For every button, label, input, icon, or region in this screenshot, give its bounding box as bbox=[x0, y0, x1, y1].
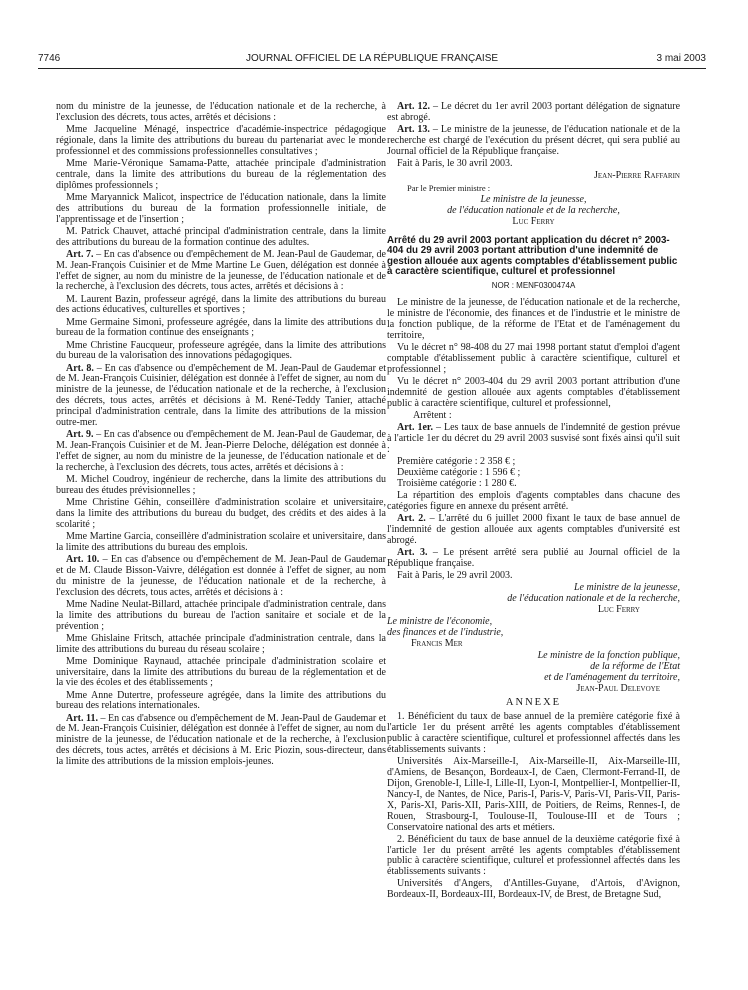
paragraph: Mme Maryannick Malicot, inspectrice de l'éducation nationale, dans la limite des attributions du bureau de la formation professionnelle initiale, de l'apprentissage et de l'insertion ; bbox=[56, 191, 386, 225]
issue-date: 3 mai 2003 bbox=[656, 53, 706, 64]
article-text: – En cas d'absence ou d'empêchement de M. Jean-Paul de Gaudemar et de M. Jean-François Cuisinier, délégation est donnée à l'effet de signer, au nom du ministre de la jeunesse, de l'éducation nationale et de la recherche, à l'exclusion des décrets, tous actes, arrêtés et décisions à M. Eric Piozin, sous-directeur, dans la limite des attributions de la mission emplois-jeunes. bbox=[56, 712, 386, 768]
by-prime-minister: Par le Premier ministre : bbox=[407, 183, 491, 194]
signature-name: Francis Mer bbox=[411, 637, 463, 649]
article-11 bbox=[56, 714, 386, 769]
article-text: – En cas d'absence ou d'empêchement de M. Jean-Paul de Gaudemar, de M. Jean-François Cuisinier et de M. Jean-Pierre Deloche, délégation est donnée à l'effet de signer, au nom du ministre de la jeunesse, de l'éducation nationale et de la recherche, à l'exclusion des décrets, tous actes, arrêtés et décisions à : bbox=[56, 429, 386, 473]
paragraph: Universités d'Angers, d'Antilles-Guyane, d'Artois, d'Avignon, Bordeaux-II, Bordeaux-III, Bordeaux-IV, de Brest, de Bretagne Sud, bbox=[387, 878, 680, 901]
paragraph: Mme Anne Dutertre, professeure agrégée, dans la limite des attributions du bureau des relations internationales. bbox=[56, 689, 386, 712]
signature-title: de la réforme de l'Etat bbox=[590, 660, 680, 672]
paragraph: Mme Ghislaine Fritsch, attachée principale d'administration centrale, dans la limite des attributions du bureau du réseau scolaire ; bbox=[56, 632, 386, 655]
minister-title: Le ministre de la jeunesse, bbox=[480, 194, 587, 206]
category-line: Première catégorie : 2 358 € ; bbox=[397, 456, 516, 468]
left-column bbox=[56, 102, 386, 769]
right-column bbox=[387, 102, 680, 902]
paragraph: Mme Jacqueline Ménagé, inspectrice d'académie-inspectrice pédagogique régionale, dans la limite des attributions du bureau du partenariat avec le monde professionnel et des commissions professionnelles consultatives ; bbox=[56, 124, 386, 157]
paragraph: La répartition des emplois d'agents comptables dans chacune des catégories figure en annexe du présent arrêté. bbox=[387, 489, 680, 512]
article-text: – En cas d'absence ou d'empêchement de M. Jean-Paul de Gaudemar et de M. Claude Bisson-Vaivre, délégation est donnée à l'effet de signer, au nom du ministre de la jeunesse, de l'éducation nationale et de la recherche, à l'exclusion des décrets, tous actes, arrêtés et décisions à : bbox=[56, 553, 386, 598]
signatory-name: Jean-Pierre Raffarin bbox=[594, 170, 680, 181]
article-2 bbox=[387, 514, 680, 547]
paragraph: Mme Christine Faucqueur, professeure agrégée, dans la limite des attributions du bureau de la valorisation des innovations pédagogiques. bbox=[56, 339, 386, 362]
article-label: Art. 7. bbox=[66, 248, 94, 260]
paragraph: Mme Christine Géhin, conseillère d'administration scolaire et universitaire, dans la limite des attributions du bureau du budget, des crédits et des aides à la scolarité ; bbox=[56, 496, 386, 530]
paragraph: Mme Marie-Véronique Samama-Patte, attachée principale d'administration centrale, dans la limite des attributions du bureau de la réglementation des diplômes professionnels ; bbox=[56, 157, 386, 191]
article-8 bbox=[56, 364, 386, 429]
article-text: – Les taux de base annuels de l'indemnité de gestion prévue à l'article 1er du décret du 29 avril 2003 susvisé sont fixés ainsi qu'il suit : bbox=[387, 422, 681, 455]
signature-title: Le ministre de l'économie, bbox=[387, 615, 493, 627]
journal-title: JOURNAL OFFICIEL DE LA RÉPUBLIQUE FRANÇAISE bbox=[245, 53, 499, 64]
signature-title: et de l'aménagement du territoire, bbox=[544, 671, 680, 683]
paragraph: 1. Bénéficient du taux de base annuel de la première catégorie fixé à l'article 1er du présent arrêté les agents comptables d'établissement public à caractère scientifique, culturel et professionnel affectés dans les établissements suivants : bbox=[387, 711, 680, 756]
category-line: Troisième catégorie : 1 280 €. bbox=[397, 477, 517, 489]
article-label: Art. 10. bbox=[66, 553, 100, 565]
paragraph: Vu le décret n° 98-408 du 27 mai 1998 portant statut d'emploi d'agent comptable d'établissement public à caractère scientifique, culturel et professionnel ; bbox=[387, 342, 680, 376]
arretent: Arrêtent : bbox=[413, 410, 452, 422]
paragraph: Mme Martine Garcia, conseillère d'administration scolaire et universitaire, dans la limite des attributions du bureau des emplois. bbox=[56, 530, 386, 553]
minister-title: de l'éducation nationale et de la recherche, bbox=[447, 205, 620, 217]
signature-title: Le ministre de la jeunesse, bbox=[573, 581, 680, 593]
paragraph: Vu le décret n° 2003-404 du 29 avril 2003 portant attribution d'une indemnité de gestion allouée aux agents comptables d'établissement public à caractère scientifique, culturel et professionnel, bbox=[387, 376, 680, 409]
article-text: – En cas d'absence ou d'empêchement de M. Jean-Paul de Gaudemar, de M. Jean-François Cuisinier et de Mme Martine Le Guen, délégation est donnée à l'effet de signer, au nom du ministre de la jeunesse, de l'éducation nationale et de la recherche, à l'exclusion des décrets, tous actes, arrêtés et décisions à : bbox=[56, 248, 386, 293]
paragraph: nom du ministre de la jeunesse, de l'éducation nationale et de la recherche, à l'exclusion des décrets, tous actes, arrêtés et décisions : bbox=[56, 101, 386, 123]
article-text: – L'arrêté du 6 juillet 2000 fixant le taux de base annuel de l'indemnité de gestion allouée aux agents comptables d'université est abrogé. bbox=[387, 512, 680, 546]
header-rule bbox=[38, 68, 706, 69]
article-label: Art. 1er. bbox=[397, 422, 433, 434]
article-1 bbox=[387, 423, 680, 456]
decree-title: Arrêté du 29 avril 2003 portant application du décret n° 2003-404 du 29 avril 2003 portant attribution d'une indemnité de gestion allouée aux agents comptables d'établissement public à caractère scientifique, culturel et professionnel bbox=[387, 234, 678, 278]
article-text: – Le présent arrêté sera publié au Journal officiel de la République française. bbox=[387, 546, 681, 569]
article-9 bbox=[56, 430, 386, 474]
article-7 bbox=[56, 250, 386, 294]
article-label: Art. 2. bbox=[397, 512, 426, 524]
article-3 bbox=[387, 548, 680, 570]
nor-reference: NOR : MENF0300474A bbox=[491, 280, 576, 290]
paragraph: M. Michel Coudroy, ingénieur de recherche, dans la limite des attributions du bureau des études prévisionnelles ; bbox=[56, 473, 386, 496]
article-12 bbox=[387, 102, 680, 124]
annexe-heading: ANNEXE bbox=[505, 697, 562, 709]
signature-title: des finances et de l'industrie, bbox=[387, 626, 504, 638]
signature-title: Le ministre de la fonction publique, bbox=[537, 649, 680, 661]
article-label: Art. 13. bbox=[397, 124, 430, 135]
paragraph: Mme Dominique Raynaud, attachée principale d'administration scolaire et universitaire, dans la limite des attributions du bureau de la réglementation et de la vie des écoles et des établissements ; bbox=[56, 655, 386, 689]
article-label: Art. 8. bbox=[66, 362, 94, 374]
article-label: Art. 11. bbox=[66, 712, 98, 724]
minister-name: Luc Ferry bbox=[512, 216, 555, 227]
paragraph: Mme Nadine Neulat-Billard, attachée principale d'administration centrale, dans la limite des attributions du bureau de l'action sanitaire et sociale et de la prévention ; bbox=[56, 598, 386, 632]
signature-name: Luc Ferry bbox=[597, 603, 640, 615]
paragraph: M. Patrick Chauvet, attaché principal d'administration centrale, dans la limite des attributions du bureau de la formation continue des adultes. bbox=[56, 225, 386, 248]
paragraph: Universités Aix-Marseille-I, Aix-Marseille-II, Aix-Marseille-III, d'Amiens, de Besançon, Bordeaux-I, de Caen, Clermont-Ferrand-II, de Dijon, Grenoble-I, Lille-I, Lille-II, Lyon-I, Montpellier-I, Montpellier-II, Nancy-I, de Nantes, de Nice, Paris-I, Paris-V, Paris-VI, Paris-VII, Paris-X, Paris-XI, Paris-XII, Paris-XIII, de Poitiers, de Reims, Rennes-I, de Rouen, Strasbourg-I, Toulouse-II, Toulouse-III et de Tours ; Conservatoire national des arts et métiers. bbox=[387, 756, 680, 833]
article-text: – En cas d'absence ou d'empêchement de M. Jean-Paul de Gaudemar et de M. Jean-François Cuisinier, délégation est donnée à l'effet de signer, au nom du ministre de la jeunesse, de l'éducation nationale et de la recherche, à l'exclusion des décrets, tous actes, arrêtés et décisions à M. René-Teddy Tanier, attaché principal d'administration centrale, dans la limite des attributions de la mission outre-mer. bbox=[56, 362, 386, 429]
paragraph: Mme Germaine Simoni, professeure agrégée, dans la limite des attributions du bureau de la formation continue des enseignants ; bbox=[56, 316, 386, 339]
page-header bbox=[38, 53, 706, 67]
article-label: Art. 12. bbox=[397, 101, 430, 112]
article-text: – Le ministre de la jeunesse, de l'éducation nationale et de la recherche est chargé de l'exécution du présent décret, qui sera publié au Journal officiel de la République française. bbox=[387, 124, 681, 157]
article-10 bbox=[56, 555, 386, 599]
article-label: Art. 3. bbox=[397, 546, 428, 558]
article-label: Art. 9. bbox=[66, 429, 94, 441]
signature-title: de l'éducation nationale et de la recherche, bbox=[507, 592, 680, 604]
signature-name: Jean-Paul Delevoye bbox=[576, 682, 660, 694]
paragraph: 2. Bénéficient du taux de base annuel de la deuxième catégorie fixé à l'article 1er du présent arrêté les agents comptables d'établissement public à caractère scientifique, culturel et professionnel affectés dans les établissements suivants : bbox=[387, 833, 680, 878]
done-at-paris: Fait à Paris, le 29 avril 2003. bbox=[397, 569, 513, 581]
category-line: Deuxième catégorie : 1 596 € ; bbox=[397, 466, 521, 478]
done-at-paris: Fait à Paris, le 30 avril 2003. bbox=[397, 157, 513, 169]
preamble: Le ministre de la jeunesse, de l'éducation nationale et de la recherche, le ministre de l'économie, des finances et de l'industrie et le ministre de la fonction publique, de la réforme de l'Etat et de l'aménagement du territoire, bbox=[387, 297, 680, 342]
article-13 bbox=[387, 125, 680, 158]
article-text: – Le décret du 1er avril 2003 portant délégation de signature est abrogé. bbox=[387, 101, 681, 123]
page-number: 7746 bbox=[38, 53, 61, 64]
paragraph: M. Laurent Bazin, professeur agrégé, dans la limite des attributions du bureau des actions éducatives, culturelles et sportives ; bbox=[56, 293, 386, 316]
